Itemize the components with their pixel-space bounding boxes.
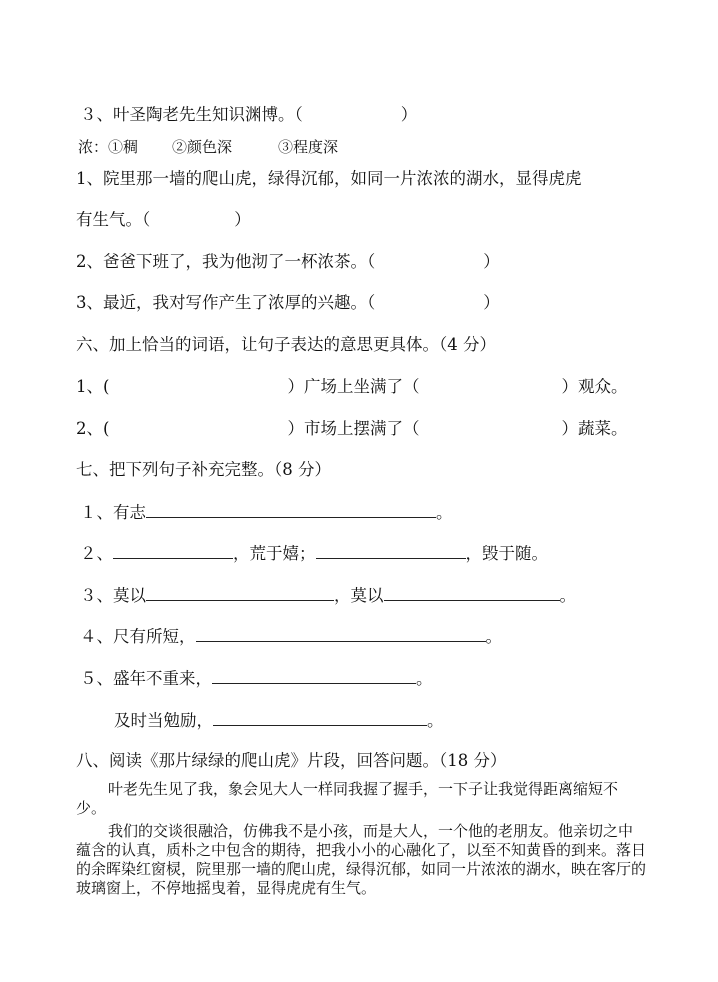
question-number: ５、 <box>80 669 113 688</box>
section-6-heading: 六、加上恰当的词语，让句子表达的意思更具体。（4 分） <box>76 335 496 354</box>
question-end: ）蔬菜。 <box>561 419 628 438</box>
question-number: ２、 <box>80 544 113 563</box>
fill-in-blank[interactable] <box>146 501 436 518</box>
question-end: 。 <box>485 627 502 646</box>
sentence-1-line-2 <box>76 209 251 231</box>
reading-paragraph-1: 叶老先生见了我，象会见大人一样同我握了握手，一下子让我觉得距离缩短不少。 <box>76 780 619 817</box>
word-options <box>78 136 338 158</box>
option-1: ①稠 <box>108 138 139 156</box>
section-7-q2 <box>80 542 548 565</box>
question-text: 盛年不重来， <box>113 669 212 688</box>
sentence-3 <box>76 292 500 314</box>
question-text: ，荒于嬉； <box>233 544 316 563</box>
question-text: ，毁于随。 <box>465 544 548 563</box>
fill-in-blank[interactable] <box>113 542 233 559</box>
section-6-q2 <box>76 418 627 440</box>
paren-close: ） <box>483 293 500 312</box>
section-7-q5-line-2 <box>114 709 444 732</box>
sentence-2 <box>76 251 500 273</box>
question-text: ，莫以 <box>334 586 384 605</box>
option-2: ②颜色深 <box>172 138 233 156</box>
question-number: ４、 <box>80 627 113 646</box>
reading-paragraph-2: 我们的交谈很融洽，仿佛我不是小孩，而是大人，一个他的老朋友。他亲切之中蕴含的认真，质朴之中包含的期待，把我小小的心融化了，以至不知黄昏的到来。落日的余晖染红窗棂，院里那一墙的爬山虎，绿得沉郁，如同一片浓浓的湖水，映在客厅的玻璃窗上，不停地摇曳着，显得虎虎有生气。 <box>76 822 647 897</box>
question-end: 。 <box>436 503 453 522</box>
section-7-q3 <box>80 584 576 607</box>
question-end: 。 <box>427 711 444 730</box>
paren-close: ） <box>483 252 500 271</box>
sentence-text: 有生气。（ <box>76 210 151 229</box>
question-number: 1、( <box>76 377 110 396</box>
question-number: 2、( <box>76 419 110 438</box>
sentence-1-line-1: 1、院里那一墙的爬山虎，绿得沉郁，如同一片浓浓的湖水，显得虎虎 <box>76 169 582 188</box>
question-text: 有志 <box>113 503 146 522</box>
sentence-text: 2、爸爸下班了，我为他沏了一杯浓茶。（ <box>76 252 376 271</box>
section-7-q5 <box>80 667 433 690</box>
question-text: ）广场上坐满了（ <box>287 377 420 396</box>
fill-in-blank[interactable] <box>196 625 486 642</box>
fill-in-blank[interactable] <box>384 584 560 601</box>
fill-in-blank[interactable] <box>316 542 466 559</box>
fill-in-blank[interactable] <box>146 584 334 601</box>
paren-close: ） <box>234 210 251 229</box>
question-number: ３、 <box>80 586 113 605</box>
question-number: １、 <box>80 503 113 522</box>
section-7-heading: 七、把下列句子补充完整。（8 分） <box>76 460 331 479</box>
section-6-q1 <box>76 376 627 398</box>
question-text: 尺有所短， <box>113 627 196 646</box>
section-7-q4 <box>80 625 502 648</box>
question-text: 叶圣陶老先生知识渊博。（ <box>113 105 303 124</box>
question-number: ３、 <box>80 105 113 124</box>
sentence-text: 3、最近，我对写作产生了浓厚的兴趣。（ <box>76 293 376 312</box>
question-text: 莫以 <box>113 586 146 605</box>
section-7-q1 <box>80 501 453 524</box>
question-end: 。 <box>416 669 433 688</box>
word-label: 浓： <box>78 138 109 156</box>
fill-in-blank[interactable] <box>213 709 427 726</box>
question-text: ）市场上摆满了（ <box>287 419 420 438</box>
fill-in-blank[interactable] <box>212 667 416 684</box>
section-8-heading: 八、阅读《那片绿绿的爬山虎》片段，回答问题。（18 分） <box>76 751 507 770</box>
question-end: 。 <box>559 586 576 605</box>
option-3: ③程度深 <box>278 138 339 156</box>
question-end: ）观众。 <box>561 377 628 396</box>
question-row <box>80 104 417 126</box>
question-text: 及时当勉励， <box>114 711 213 730</box>
question-close: ） <box>400 105 418 124</box>
